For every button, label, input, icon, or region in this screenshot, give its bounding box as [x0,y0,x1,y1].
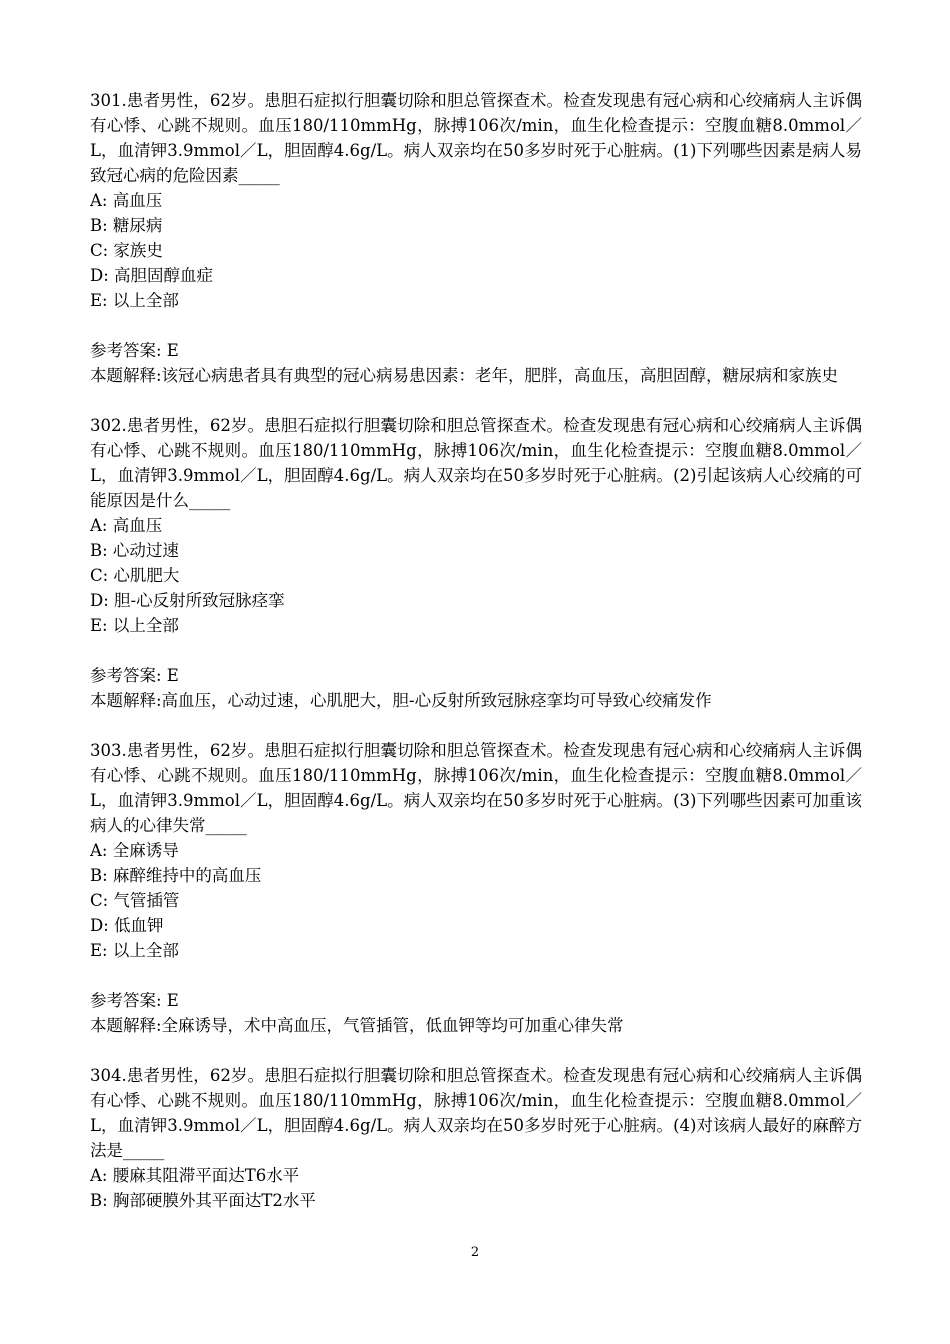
answer-block [90,338,862,388]
option-c: C: 心肌肥大 [90,566,180,585]
explanation: 本题解释:高血压，心动过速，心肌肥大，胆-心反射所致冠脉痉挛均可导致心绞痛发作 [90,691,712,710]
option-b: B: 心动过速 [90,541,179,560]
question-stem: 301.患者男性，62岁。患胆石症拟行胆囊切除和胆总管探查术。检查发现患有冠心病和心绞痛病人主诉偶有心悸、心跳不规则。血压180/110mmHg，脉搏106次/min，血生化检查提示：空腹血糖8.0mmol／L，血清钾3.9mmol／L，胆固醇4.6g/L。病人双亲均在50多岁时死于心脏病。(1)下列哪些因素是病人易致冠心病的危险因素_____ [90,91,862,185]
option-b: B: 麻醉维持中的高血压 [90,866,262,885]
option-d: D: 高胆固醇血症 [90,266,214,285]
reference-answer: 参考答案: E [90,666,179,685]
option-c: C: 家族史 [90,241,163,260]
question-block-302 [90,413,862,713]
question-stem: 304.患者男性，62岁。患胆石症拟行胆囊切除和胆总管探查术。检查发现患有冠心病和心绞痛病人主诉偶有心悸、心跳不规则。血压180/110mmHg，脉搏106次/min，血生化检查提示：空腹血糖8.0mmol／L，血清钾3.9mmol／L，胆固醇4.6g/L。病人双亲均在50多岁时死于心脏病。(4)对该病人最好的麻醉方法是_____ [90,1066,862,1160]
option-d: D: 低血钾 [90,916,164,935]
option-a: A: 全麻诱导 [90,841,179,860]
question-block-303 [90,738,862,1038]
question-block-301 [90,88,862,388]
option-e: E: 以上全部 [90,941,179,960]
reference-answer: 参考答案: E [90,991,179,1010]
question-stem: 302.患者男性，62岁。患胆石症拟行胆囊切除和胆总管探查术。检查发现患有冠心病和心绞痛病人主诉偶有心悸、心跳不规则。血压180/110mmHg，脉搏106次/min，血生化检查提示：空腹血糖8.0mmol／L，血清钾3.9mmol／L，胆固醇4.6g/L。病人双亲均在50多岁时死于心脏病。(2)引起该病人心绞痛的可能原因是什么_____ [90,416,862,510]
option-e: E: 以上全部 [90,616,179,635]
option-b: B: 胸部硬膜外其平面达T2水平 [90,1191,316,1210]
reference-answer: 参考答案: E [90,341,179,360]
question-block-304 [90,1063,862,1213]
answer-block [90,988,862,1038]
document-body [90,88,862,1238]
option-a: A: 腰麻其阻滞平面达T6水平 [90,1166,300,1185]
option-a: A: 高血压 [90,516,163,535]
option-b: B: 糖尿病 [90,216,163,235]
explanation: 本题解释:全麻诱导，术中高血压，气管插管，低血钾等均可加重心律失常 [90,1016,624,1035]
option-a: A: 高血压 [90,191,163,210]
answer-block [90,663,862,713]
option-c: C: 气管插管 [90,891,180,910]
question-stem: 303.患者男性，62岁。患胆石症拟行胆囊切除和胆总管探查术。检查发现患有冠心病和心绞痛病人主诉偶有心悸、心跳不规则。血压180/110mmHg，脉搏106次/min，血生化检查提示：空腹血糖8.0mmol／L，血清钾3.9mmol／L，胆固醇4.6g/L。病人双亲均在50多岁时死于心脏病。(3)下列哪些因素可加重该病人的心律失常_____ [90,741,862,835]
option-d: D: 胆-心反射所致冠脉痉挛 [90,591,285,610]
explanation: 本题解释:该冠心病患者具有典型的冠心病易患因素：老年，肥胖，高血压，高胆固醇，糖尿病和家族史 [90,366,839,385]
option-e: E: 以上全部 [90,291,179,310]
page-number: 2 [470,1245,480,1260]
